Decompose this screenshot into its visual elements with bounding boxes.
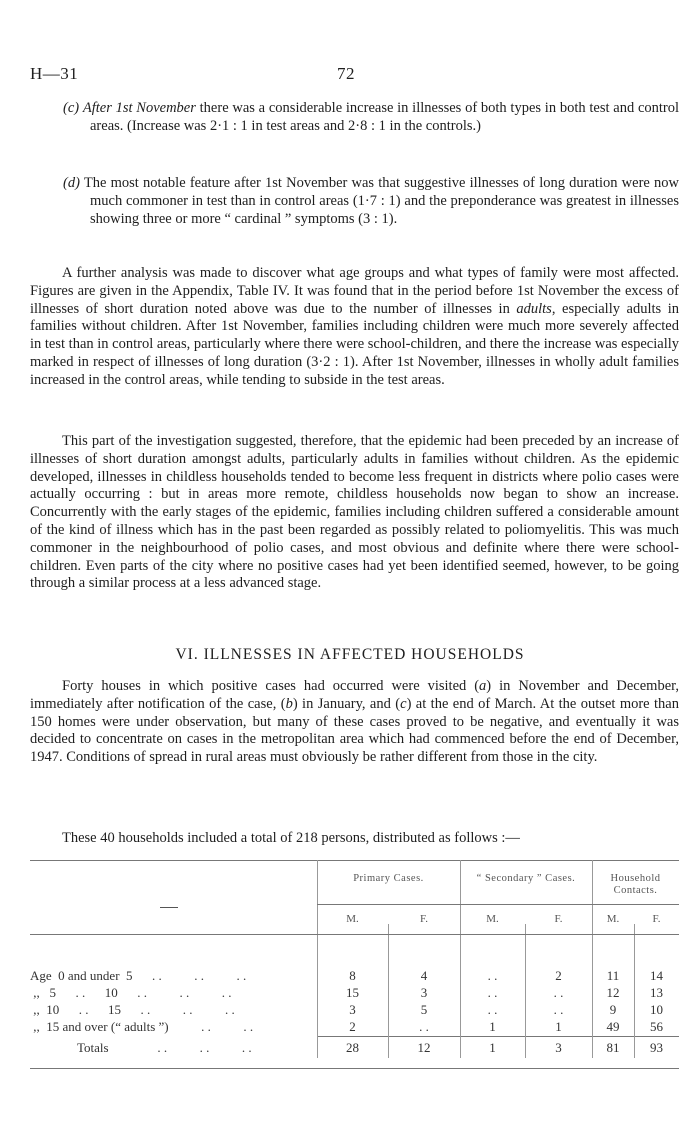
table-cell: 10 — [650, 1002, 663, 1017]
section-title: VI. ILLNESSES IN AFFECTED HOUSEHOLDS — [175, 646, 525, 663]
column-header-household-contacts: Household Contacts. — [610, 873, 661, 896]
distribution-table — [30, 860, 679, 1045]
table-cell: . . — [553, 985, 564, 1000]
list-item-c — [63, 100, 679, 136]
paragraph-text: ) in January, and ( — [292, 695, 401, 712]
table-cell: . . — [487, 968, 498, 983]
column-header-primary-cases: Primary Cases. — [353, 873, 424, 884]
paragraph-age-groups — [30, 265, 679, 390]
paragraph-text: ) in November and December, immediately after notification of the case, ( — [30, 678, 679, 712]
item-marker: (c) — [63, 100, 80, 116]
paragraph-emphasis: adults — [516, 300, 552, 317]
table-cell: 2 — [349, 1019, 356, 1034]
table-cell: 56 — [650, 1019, 663, 1034]
paragraph-emphasis: a — [479, 678, 487, 694]
table-cell: . . — [419, 1019, 429, 1034]
total-cell: 3 — [555, 1040, 562, 1055]
paragraph-text: , especially adults in families without children. After 1st November, families including children were much more severely affected in test than in control areas, particularly where there were school-children, and there the increase was especially marked in respect of illnesses of long duration (3·2 : 1). After 1st November, illnesses in wholly adult families increased in the control areas, while tending to subside in the test areas. — [30, 300, 679, 388]
table-cell: 4 — [420, 968, 428, 983]
table-cell: 2 — [555, 968, 562, 983]
subheader-f: F. — [554, 913, 563, 925]
item-text: there was a considerable increase in illnesses of both types in both test and control areas. (Increase was 2·1 : 1 in test areas and 2·8 : 1 in the controls.) — [90, 100, 680, 134]
total-cell: 81 — [606, 1040, 620, 1055]
table-cell: 15 — [346, 985, 359, 1000]
table-cell: 14 — [650, 968, 663, 983]
table-cell: 3 — [349, 1002, 356, 1017]
total-cell: 93 — [650, 1040, 663, 1055]
paragraph-table-intro: These 40 households included a total of 218 persons, distributed as follows :— — [62, 830, 520, 846]
table-cell: 13 — [650, 985, 663, 1000]
table-cell: 11 — [606, 968, 620, 983]
table-cell: 3 — [420, 985, 428, 1000]
table-cell: 1 — [555, 1019, 562, 1034]
paragraph-emphasis: b — [285, 695, 293, 712]
table-cell: 1 — [489, 1019, 496, 1034]
table-cell: . . — [553, 1002, 564, 1017]
total-cell: 12 — [417, 1040, 431, 1055]
row-label: Age 0 and under 5 . . . . . . — [30, 968, 247, 983]
list-item-d — [63, 175, 679, 228]
total-cell: 1 — [489, 1040, 496, 1055]
subheader-m: M. — [346, 913, 359, 925]
table-cell: 9 — [609, 1002, 617, 1017]
row-label: ,, 15 and over (“ adults ”) . . . . — [30, 1019, 254, 1034]
subheader-f: F. — [420, 913, 428, 925]
table-cell: 49 — [606, 1019, 620, 1034]
subheader-f: F. — [652, 913, 661, 925]
table-cell: . . — [487, 985, 498, 1000]
row-label: ,, 5 . . 10 . . . . . . — [30, 985, 232, 1000]
table-cell: 12 — [606, 985, 620, 1000]
paragraph-households-visited — [30, 678, 679, 767]
item-lead: After 1st November — [82, 100, 196, 116]
totals-row — [30, 1040, 679, 1090]
paragraph-text: A further analysis was made to discover what age groups and what types of family were most affected. Figures are given in the Appendix, Table IV. It was found that in the period before 1st November the excess of illnesses of short duration noted above was due to the number of illnesses in — [30, 265, 679, 317]
page-number: 72 — [337, 64, 355, 83]
subheader-m: M. — [486, 913, 499, 925]
table-cell: 8 — [349, 968, 356, 983]
subheader-m: M. — [606, 913, 620, 925]
item-text: The most notable feature after 1st November was that suggestive illnesses of long duration were now much commoner in test than in control areas (1·7 : 1) and the preponderance was greatest in illnesses showing three or more “ cardinal ” symptoms (3 : 1). — [79, 175, 679, 227]
row-label: ,, 10 . . 15 . . . . . . — [30, 1002, 235, 1017]
totals-label: Totals . . . . . . — [77, 1040, 252, 1055]
item-marker: (d) — [63, 175, 80, 191]
table-cell: . . — [487, 1002, 498, 1017]
paragraph-text: Forty houses in which positive cases had occurred were visited ( — [62, 678, 480, 694]
paragraph-investigation-summary: This part of the investigation suggested, therefore, that the epidemic had been preceded by an increase of illnesses of short duration amongst adults, particularly adults in families without children. As the epidemic developed, illnesses in childless households tended to become less frequent in districts where polio cases were actually occurring : but in areas more remote, childless households now began to show an increase. Concurrently with the early stages of the epidemic, families including children suffered a considerable amount of the kind of illness which has in the past been regarded as possibly related to poliomyelitis. This was much commoner in the neighbourhood of polio cases, and most obvious and definite where there were school-children. Even parts of the city where no positive cases had yet been identified seemed, however, to be going through a similar process at a less advanced stage. — [30, 433, 679, 592]
total-cell: 28 — [346, 1040, 359, 1055]
table-cell: 5 — [420, 1002, 428, 1017]
paragraph-text: ) at the end of March. At the outset more than 150 homes were under observation, but many of these cases proved to be negative, and eventually it was decided to concentrate on cases in the metropolitan area which had commenced before the end of December, 1947. Conditions of spread in rural areas must obviously be rather different from those in the city. — [30, 695, 679, 766]
document-reference: H—31 — [30, 64, 79, 83]
column-header-secondary-cases: “ Secondary ” Cases. — [476, 873, 576, 884]
paragraph-emphasis: c — [400, 695, 407, 712]
